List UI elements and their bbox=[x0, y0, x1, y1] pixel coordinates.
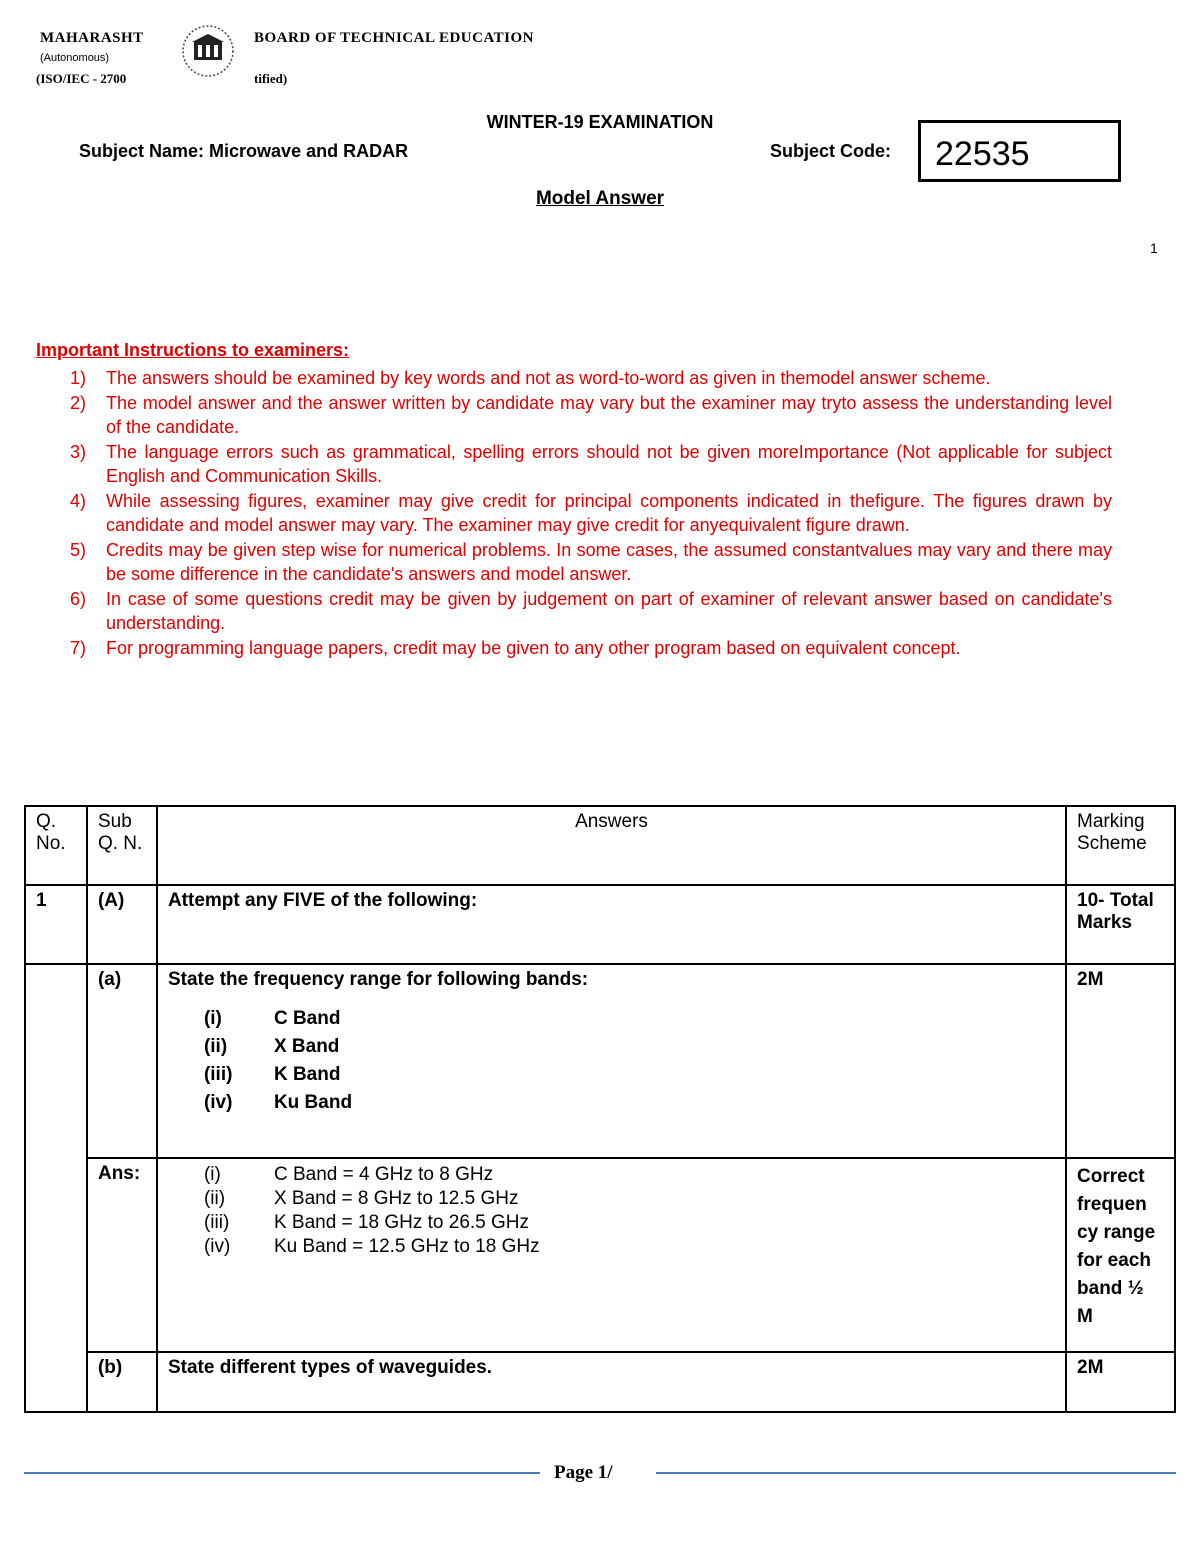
question-text: State the frequency range for following bands: bbox=[167, 969, 589, 990]
list-item: (i) C Band bbox=[203, 1008, 341, 1029]
subq-cell: (A) bbox=[87, 885, 157, 964]
answer-cell bbox=[157, 964, 1066, 1158]
list-item: (i) C Band = 4 GHz to 8 GHz bbox=[203, 1164, 494, 1185]
answer-cell bbox=[157, 1158, 1066, 1352]
header-qno: Q. No. bbox=[25, 806, 87, 885]
answer-cell: Attempt any FIVE of the following: bbox=[157, 885, 1066, 964]
table-row bbox=[25, 1158, 1175, 1352]
list-item: (iii) K Band = 18 GHz to 26.5 GHz bbox=[203, 1212, 530, 1233]
subq-cell: Ans: bbox=[87, 1158, 157, 1352]
exam-title: WINTER-19 EXAMINATION bbox=[486, 112, 714, 132]
instruction-item: 1) The answers should be examined by key words and not as word-to-word as given in themodel answer scheme. bbox=[70, 368, 991, 388]
subject-code-label: Subject Code: bbox=[770, 141, 892, 161]
iso-label-left: (ISO/IEC - 2700 bbox=[36, 71, 127, 86]
instructions-title: Important Instructions to examiners: bbox=[36, 340, 350, 360]
qno-cell: 1 bbox=[25, 885, 87, 964]
subq-cell: (b) bbox=[87, 1352, 157, 1412]
instruction-item: 4) While assessing figures, examiner may give credit for principal components indicated in thefigure. The figures drawn by candidate and model answer may vary. The examiner may give credit for anyequivalent figure drawn. bbox=[70, 490, 1112, 535]
instruction-item: 6) In case of some questions credit may be given by judgement on part of examiner of relevant answer based on candidate's understanding. bbox=[70, 588, 1112, 633]
answer-cell: State different types of waveguides. bbox=[157, 1352, 1066, 1412]
model-answer-heading: Model Answer bbox=[535, 188, 665, 209]
subq-cell: (a) bbox=[87, 964, 157, 1158]
page-number: 1 bbox=[1150, 240, 1158, 256]
instruction-item: 3) The language errors such as grammatical, spelling errors should not be given moreImportance (Not applicable for subject English and Communication Skills. bbox=[70, 441, 1112, 486]
footer-divider-right bbox=[656, 1472, 1176, 1474]
table-header-row bbox=[25, 806, 1175, 885]
marks-cell: 2M bbox=[1066, 964, 1175, 1158]
list-item: (iv) Ku Band = 12.5 GHz to 18 GHz bbox=[203, 1236, 540, 1257]
list-item: (iv) Ku Band bbox=[203, 1092, 353, 1113]
footer-page-label: Page 1/ bbox=[554, 1462, 613, 1483]
qno-cell bbox=[25, 964, 87, 1412]
header-subq: Sub Q. N. bbox=[87, 806, 157, 885]
header-marking: Marking Scheme bbox=[1066, 806, 1175, 885]
board-name-left: MAHARASHT bbox=[40, 30, 144, 46]
subject-code-box: 22535 bbox=[918, 120, 1121, 182]
answer-list bbox=[204, 1163, 1055, 1259]
marks-cell: Correct frequen cy range for each band ½ M bbox=[1066, 1158, 1175, 1352]
header-answers: Answers bbox=[157, 806, 1066, 885]
table-row bbox=[25, 885, 1175, 964]
instruction-item: 7) For programming language papers, credit may be given to any other program based on equivalent concept. bbox=[70, 637, 961, 658]
answer-table bbox=[24, 805, 1176, 1413]
band-list bbox=[204, 1005, 1055, 1117]
autonomous-label: (Autonomous) bbox=[40, 52, 110, 64]
marks-cell: 2M bbox=[1066, 1352, 1175, 1412]
instructions-list bbox=[62, 366, 1112, 660]
list-item: (ii) X Band = 8 GHz to 12.5 GHz bbox=[203, 1188, 519, 1209]
subject-name: Subject Name: Microwave and RADAR bbox=[79, 141, 409, 161]
table-row bbox=[25, 1352, 1175, 1412]
table-row bbox=[25, 964, 1175, 1158]
marks-cell: 10- Total Marks bbox=[1066, 885, 1175, 964]
board-logo-icon bbox=[170, 22, 246, 80]
board-name-right: BOARD OF TECHNICAL EDUCATION bbox=[254, 30, 535, 46]
instruction-item: 5) Credits may be given step wise for numerical problems. In some cases, the assumed constantvalues may vary and there may be some difference in the candidate's answers and model answer. bbox=[70, 539, 1112, 584]
list-item: (iii) K Band bbox=[203, 1064, 341, 1085]
footer-divider-left bbox=[24, 1472, 540, 1474]
instruction-item: 2) The model answer and the answer written by candidate may vary but the examiner may tryto assess the understanding level of the candidate. bbox=[70, 392, 1112, 437]
list-item: (ii) X Band bbox=[203, 1036, 340, 1057]
iso-label-right: tified) bbox=[254, 71, 288, 86]
